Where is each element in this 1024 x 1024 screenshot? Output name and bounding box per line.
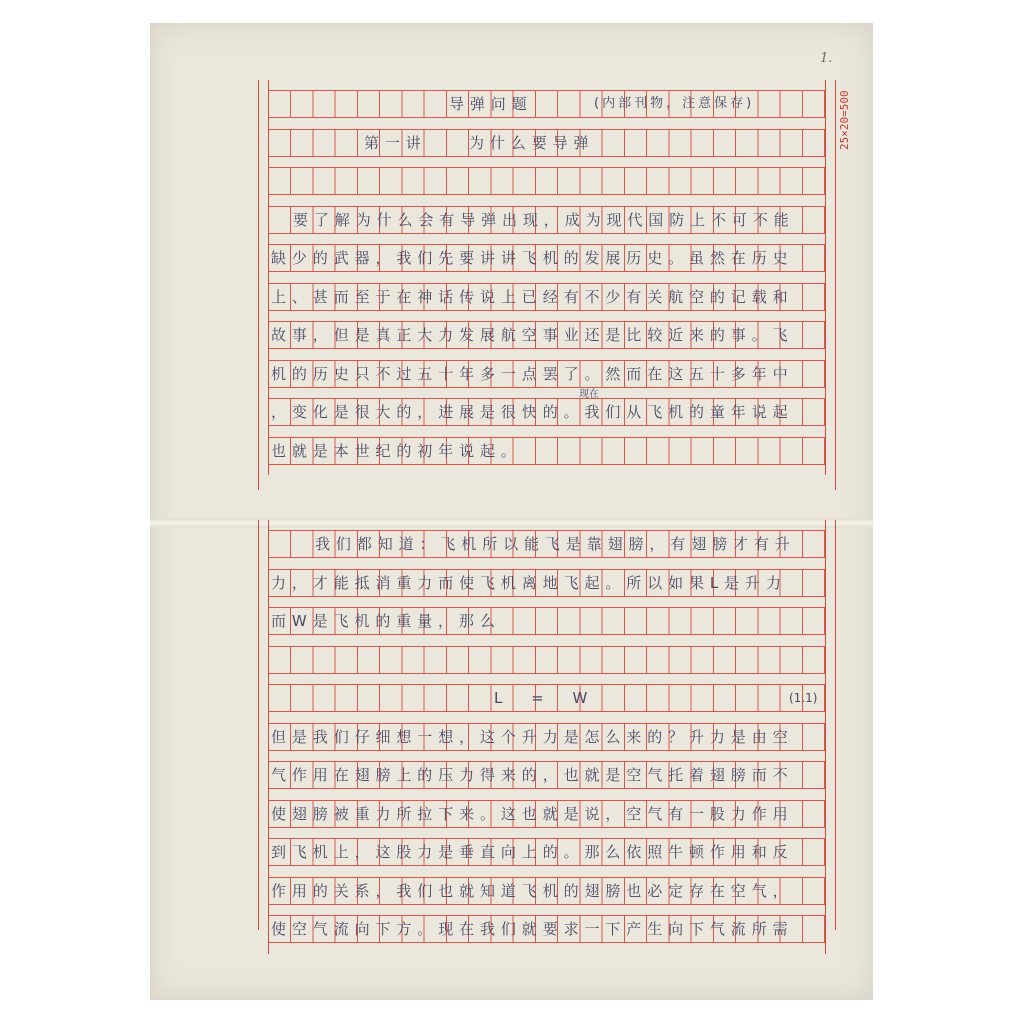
- lecture-subtitle: 为什么要导弹: [469, 133, 595, 152]
- text-line: [269, 530, 825, 558]
- text-line: [269, 360, 825, 388]
- upper-grid: [268, 80, 826, 475]
- page-number: 1.: [820, 51, 833, 66]
- paragraph-line: ，变化是很大的，进展是很快的。我们从飞机的童年说起: [271, 403, 794, 421]
- paragraph-line: 我们都知道：飞机所以能飞是靠翅膀，有翅膀才有升: [315, 535, 796, 553]
- grid-row-empty: [269, 646, 825, 674]
- paragraph-line: 气作用在翅膀上的压力得来的，也就是空气托着翅膀而不: [271, 766, 794, 784]
- text-line: [269, 283, 825, 311]
- paragraph-line: 作用的关系，我们也就知道飞机的翅膀也必定存在空气，: [271, 881, 794, 900]
- paragraph-line: 缺少的武器，我们先要讲讲飞机的发展历史。虽然在历史: [271, 249, 794, 267]
- grid-row: [269, 129, 825, 157]
- text-line: [269, 206, 825, 234]
- text-line: [269, 389, 825, 426]
- text-line: [269, 321, 825, 349]
- lecture-heading: 第一讲: [364, 133, 427, 152]
- grid-row-empty: [269, 167, 825, 195]
- text-line: [269, 761, 825, 789]
- paragraph-line: 上、甚而至于在神话传说上已经有不少有关航空的记载和: [271, 287, 794, 306]
- text-line: [269, 607, 825, 635]
- paragraph-line: 而W是飞机的重量，那么: [271, 612, 501, 630]
- text-line: [269, 723, 825, 751]
- paragraph-line: 机的历史只不过五十年多一点罢了。然而在这五十多年中: [271, 364, 794, 383]
- text-line: [269, 838, 825, 866]
- paragraph-line: 使翅膀被重力所拉下来。这也就是说，空气有一股力作用: [271, 804, 794, 823]
- insertion-note: 现在: [579, 389, 599, 400]
- text-line: [269, 800, 825, 828]
- paragraph-line: 要了解为什么会有导弹出现，成为现代国防上不可不能: [293, 210, 795, 229]
- paragraph-line: 使空气流向下方。现在我们就要求一下产生向下气流所需: [271, 920, 794, 938]
- document-title: 导弹问题: [449, 95, 533, 113]
- text-line: [269, 915, 825, 943]
- formula-number: (1.1): [789, 691, 818, 705]
- formula-line: [269, 684, 825, 712]
- paragraph-line: 力，才能抵消重力而使飞机离地飞起。所以如果L是升力: [271, 573, 787, 592]
- text-line: [269, 244, 825, 272]
- lower-grid: [268, 520, 826, 954]
- document-note: (内部刊物，注意保存): [594, 96, 755, 111]
- paragraph-line: 但是我们仔细想一想，这个升力是怎么来的？升力是由空: [271, 727, 794, 746]
- text-line: [269, 877, 825, 905]
- paragraph-line: 也就是本世纪的初年说起。: [271, 441, 522, 460]
- sheet-spec-label: 25×20=500: [838, 90, 851, 150]
- text-line: [269, 569, 825, 597]
- formula: L = W: [494, 689, 600, 707]
- text-line: [269, 437, 825, 465]
- paragraph-line: 到飞机上，这股力是垂直向上的。那么依照牛顿作用和反: [271, 843, 794, 861]
- paragraph-line: 故事，但是真正大力发展航空事业还是比较近来的事。飞: [271, 326, 794, 344]
- grid-row: [269, 90, 825, 118]
